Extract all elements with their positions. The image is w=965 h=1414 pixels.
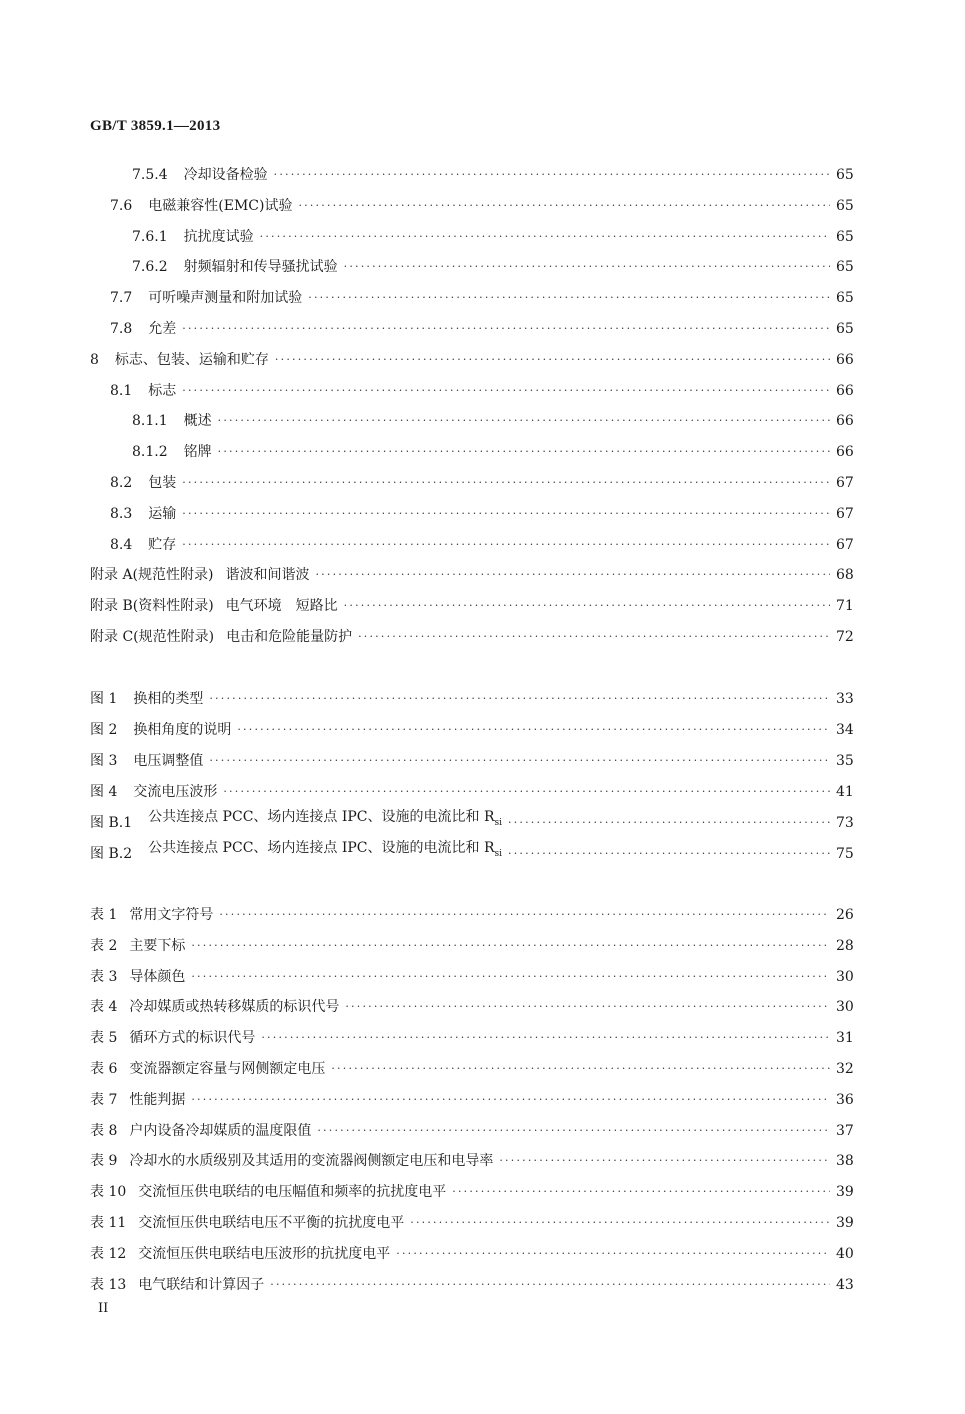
tables-entry-title: 性能判据	[129, 1091, 186, 1108]
tables-entry-page: 30	[836, 999, 854, 1016]
tables-entry-page: 37	[836, 1122, 854, 1139]
toc-entry-page: 65	[836, 290, 854, 307]
dot-leader	[410, 1214, 830, 1232]
dot-leader	[182, 474, 830, 492]
toc-entry[interactable]	[90, 560, 852, 584]
toc-entry-title: 射频辐射和传导骚扰试验	[183, 259, 338, 276]
tables-entry-page: 40	[836, 1245, 854, 1262]
figures-entry-title: 电压调整值	[133, 753, 204, 769]
tables-entry-title: 交流恒压供电联结电压波形的抗扰度电平	[138, 1245, 391, 1262]
figures-entry-page: 34	[836, 722, 854, 738]
tables-entry[interactable]	[90, 931, 852, 955]
toc-entry[interactable]	[110, 499, 852, 523]
toc-entry-page: 66	[836, 382, 854, 399]
figures-entry[interactable]	[90, 777, 852, 801]
toc-entry[interactable]	[132, 252, 852, 276]
toc-entry-title: 电磁兼容性(EMC)试验	[148, 197, 293, 214]
figures-entry[interactable]	[90, 684, 852, 708]
tables-entry-number: 表 12	[90, 1245, 127, 1262]
toc-entry-title: 包装	[148, 475, 177, 491]
figures-entry-page: 33	[836, 691, 854, 707]
figures-entry-page: 73	[836, 815, 854, 831]
toc-entry-number: 8	[90, 351, 99, 368]
figures-entry-title: 换相的类型	[133, 691, 204, 707]
toc-entry-page: 65	[836, 197, 854, 214]
tables-entry-title: 导体颜色	[129, 968, 186, 985]
tables-entry-page: 28	[836, 937, 854, 954]
tables-entry[interactable]	[90, 900, 852, 924]
toc-entry-page: 65	[836, 228, 854, 245]
tables-entry[interactable]	[90, 1146, 852, 1170]
dot-leader	[344, 597, 830, 615]
figures-entry-title: 交流电压波形	[133, 784, 218, 800]
toc-entry-title: 概述	[183, 413, 212, 430]
tables-entry[interactable]	[90, 992, 852, 1016]
toc-entry-title: 贮存	[148, 536, 177, 553]
toc-entry[interactable]	[110, 468, 852, 492]
toc-entry-title: 铭牌	[183, 444, 212, 461]
tables-entry-page: 38	[836, 1153, 854, 1170]
toc-entry-title: 电气环境 短路比	[225, 598, 338, 615]
dot-leader	[223, 783, 830, 801]
tables-entry-page: 32	[836, 1061, 854, 1077]
toc-entry-title: 冷却设备检验	[183, 167, 268, 183]
figures-entry-title: 公共连接点 PCC、场内连接点 IPC、设施的电流比和 $R_{si}$	[148, 840, 503, 859]
dot-leader	[331, 1060, 830, 1078]
tables-entry-page: 39	[836, 1215, 854, 1231]
tables-entry-number: 表 10	[90, 1184, 127, 1201]
dot-leader	[209, 752, 830, 770]
toc-entry-number: 8.2	[110, 475, 133, 491]
tables-entry-number: 表 5	[90, 1030, 118, 1047]
toc-entry-number: 附录 B(资料性附录)	[90, 598, 214, 615]
toc-entry-number: 8.1	[110, 382, 133, 399]
toc-entry-title: 电击和危险能量防护	[226, 629, 353, 645]
tables-entry-title: 电气联结和计算因子	[138, 1276, 265, 1293]
toc-entry-page: 71	[836, 598, 854, 615]
dot-leader	[218, 412, 830, 430]
toc-entry-number: 7.7	[110, 290, 133, 307]
tables-entry-number: 表 13	[90, 1276, 127, 1293]
figures-entry-number: 图 B.2	[90, 846, 133, 862]
tables-entry-page: 36	[836, 1091, 854, 1108]
dot-leader	[274, 166, 830, 184]
page-number: II	[98, 1301, 109, 1316]
toc-entry-number: 8.1.2	[132, 444, 168, 461]
dot-leader	[218, 443, 830, 461]
dot-leader	[270, 1276, 830, 1294]
tables-entry-page: 43	[836, 1276, 854, 1293]
tables-entry-number: 表 11	[90, 1215, 127, 1231]
toc-entry-number: 7.8	[110, 321, 133, 337]
figures-entry[interactable]	[90, 839, 852, 863]
dot-leader	[261, 1029, 830, 1047]
toc-entry-title: 抗扰度试验	[183, 228, 254, 245]
figures-entry-number: 图 1	[90, 691, 118, 707]
tables-entry-page: 26	[836, 907, 854, 923]
tables-entry[interactable]	[90, 1270, 852, 1294]
tables-entry-title: 主要下标	[129, 937, 186, 954]
toc-entry-number: 7.6.1	[132, 228, 168, 245]
toc-entry-number: 8.4	[110, 536, 133, 553]
toc-entry-page: 66	[836, 351, 854, 368]
toc-entry-number: 附录 C(规范性附录)	[90, 629, 215, 645]
toc-entry-number: 8.1.1	[132, 413, 168, 430]
toc-entry-page: 66	[836, 413, 854, 430]
toc-entry[interactable]	[90, 622, 852, 646]
toc-entry[interactable]	[110, 376, 852, 400]
figures-entry-page: 41	[836, 784, 854, 800]
dot-leader	[182, 382, 830, 400]
toc-entry-title: 允差	[148, 321, 177, 337]
toc-entry-title: 运输	[148, 505, 177, 522]
toc-entry-title: 标志、包装、运输和贮存	[114, 351, 269, 368]
toc-entry[interactable]	[90, 345, 852, 369]
toc-entry-page: 67	[836, 505, 854, 522]
tables-entry-number: 表 9	[90, 1153, 118, 1170]
tables-entry-title: 交流恒压供电联结的电压幅值和频率的抗扰度电平	[138, 1184, 447, 1201]
dot-leader	[345, 998, 830, 1016]
figures-entry-page: 75	[836, 846, 854, 862]
toc-entry-page: 66	[836, 444, 854, 461]
figures-entry-number: 图 4	[90, 784, 118, 800]
tables-entry-page: 31	[836, 1030, 854, 1047]
figures-entry-subscript: si	[494, 849, 503, 859]
dot-leader	[317, 1122, 830, 1140]
dot-leader	[219, 906, 830, 924]
tables-entry-number: 表 3	[90, 968, 118, 985]
toc-entry-page: 65	[836, 321, 854, 337]
tables-entry-title: 户内设备冷却媒质的温度限值	[129, 1122, 312, 1139]
tables-entry-number: 表 1	[90, 907, 118, 923]
dot-leader	[452, 1183, 830, 1201]
dot-leader	[298, 197, 830, 215]
toc-entry-page: 68	[836, 567, 854, 584]
toc-entry[interactable]	[110, 530, 852, 554]
dot-leader	[499, 1152, 830, 1170]
toc-entry[interactable]	[110, 283, 852, 307]
toc-entry[interactable]	[110, 191, 852, 215]
tables-entry-number: 表 6	[90, 1061, 118, 1077]
tables-entry[interactable]	[90, 1208, 852, 1232]
toc-entry[interactable]	[132, 437, 852, 461]
tables-entry-title: 变流器额定容量与网侧额定电压	[129, 1061, 326, 1077]
tables-entry[interactable]	[90, 1116, 852, 1140]
dot-leader	[275, 351, 830, 369]
dot-leader	[191, 1091, 830, 1109]
figures-entry-title: 换相角度的说明	[133, 722, 232, 738]
dot-leader	[182, 536, 830, 554]
tables-entry[interactable]	[90, 1085, 852, 1109]
tables-entry-number: 表 8	[90, 1122, 118, 1139]
tables-entry-number: 表 7	[90, 1091, 118, 1108]
dot-leader	[191, 937, 830, 955]
toc-entry[interactable]	[90, 591, 852, 615]
tables-entry-number: 表 2	[90, 937, 118, 954]
dot-leader	[358, 628, 830, 646]
figures-entry-subscript: si	[494, 818, 503, 828]
figures-entry-number: 图 2	[90, 722, 118, 738]
toc-entry[interactable]	[132, 160, 852, 184]
dot-leader	[508, 814, 830, 832]
tables-entry-number: 表 4	[90, 999, 118, 1016]
tables-entry-page: 30	[836, 968, 854, 985]
dot-leader	[344, 258, 830, 276]
tables-entry[interactable]	[90, 1239, 852, 1263]
toc-entry-page: 72	[836, 629, 854, 645]
standard-code-header: GB/T 3859.1—2013	[90, 118, 221, 134]
figures-entry-number: 图 B.1	[90, 815, 133, 831]
toc-entry[interactable]	[132, 222, 852, 246]
toc-entry[interactable]	[132, 406, 852, 430]
tables-entry[interactable]	[90, 1054, 852, 1078]
toc-entry-number: 8.3	[110, 505, 133, 522]
tables-entry[interactable]	[90, 1023, 852, 1047]
figures-entry[interactable]	[90, 715, 852, 739]
figures-entry-number: 图 3	[90, 753, 118, 769]
tables-entry[interactable]	[90, 962, 852, 986]
toc-entry-number: 7.5.4	[132, 167, 168, 183]
dot-leader	[191, 968, 830, 986]
toc-entry-title: 可听噪声测量和附加试验	[148, 290, 303, 307]
dot-leader	[237, 721, 830, 739]
tables-entry-title: 冷却水的水质级别及其适用的变流器阀侧额定电压和电导率	[129, 1153, 494, 1170]
toc-entry-title: 谐波和间谐波	[225, 567, 310, 584]
dot-leader	[396, 1245, 830, 1263]
toc-entry[interactable]	[110, 314, 852, 338]
figures-entry-page: 35	[836, 753, 854, 769]
toc-entry-page: 67	[836, 475, 854, 491]
dot-leader	[308, 289, 830, 307]
figures-entry-title: 公共连接点 PCC、场内连接点 IPC、设施的电流比和 $R_{si}$	[148, 809, 503, 828]
dot-leader	[182, 505, 830, 523]
tables-entry-title: 循环方式的标识代号	[129, 1030, 256, 1047]
tables-entry-page: 39	[836, 1184, 854, 1201]
toc-entry-title: 标志	[148, 382, 177, 399]
toc-entry-page: 65	[836, 259, 854, 276]
tables-entry[interactable]	[90, 1177, 852, 1201]
toc-entry-number: 附录 A(规范性附录)	[90, 567, 214, 584]
toc-entry-page: 67	[836, 536, 854, 553]
dot-leader	[508, 845, 830, 863]
toc-entry-number: 7.6.2	[132, 259, 168, 276]
dot-leader	[315, 566, 830, 584]
tables-entry-title: 冷却媒质或热转移媒质的标识代号	[129, 999, 340, 1016]
dot-leader	[182, 320, 830, 338]
toc-entry-page: 65	[836, 167, 854, 183]
tables-entry-title: 交流恒压供电联结电压不平衡的抗扰度电平	[138, 1215, 405, 1231]
dot-leader	[209, 690, 830, 708]
dot-leader	[260, 228, 830, 246]
figures-entry[interactable]	[90, 746, 852, 770]
tables-entry-title: 常用文字符号	[129, 907, 214, 923]
toc-entry-number: 7.6	[110, 197, 133, 214]
figures-entry[interactable]	[90, 808, 852, 832]
